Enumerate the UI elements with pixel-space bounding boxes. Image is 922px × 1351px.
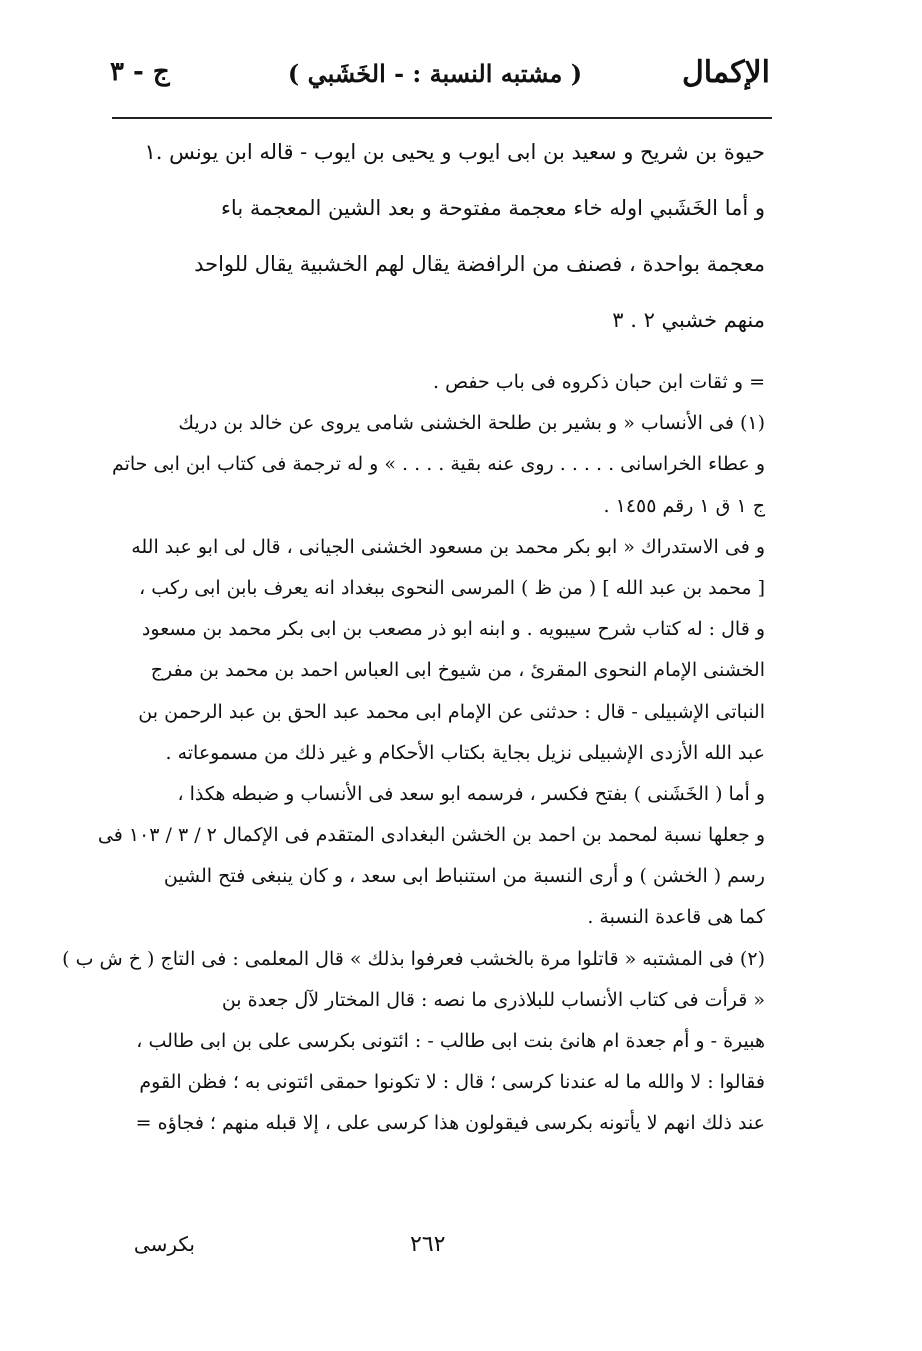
- header-rule: [112, 117, 772, 119]
- section-heading: ( مشتبه النسبة : - الخَشَبي ): [287, 59, 583, 88]
- footnote-line: فقالوا : لا والله ما له عندنا كرسى ؛ قال : لا تكونوا حمقى ائتونى به ؛ فظن القوم: [139, 1071, 765, 1094]
- book-title: الإكمال: [681, 55, 770, 90]
- footnote-line: كما هى قاعدة النسبة .: [587, 906, 765, 929]
- footnote-line: (٢) فى المشتبه « قاتلوا مرة بالخشب فعرفوا بذلك » قال المعلمى : فى التاج ( خ ش ب ): [62, 947, 765, 970]
- catchword: بكرسى: [133, 1232, 195, 1256]
- footnote-line: رسم ( الخشن ) و أرى النسبة من استنباط ابى سعد ، و كان ينبغى فتح الشين: [163, 865, 765, 888]
- running-header: [100, 55, 770, 105]
- footnote-line: ج ١ ق ١ رقم ١٤٥٥ .: [603, 494, 765, 517]
- footnote-line: و أما ( الخَشَنى ) بفتح فكسر ، فرسمه ابو سعد فى الأنساب و ضبطه هكذا ،: [177, 782, 765, 805]
- footnote-line: (١) فى الأنساب « و بشير بن طلحة الخشنى شامى يروى عن خالد بن دريك: [178, 412, 765, 435]
- footnote-line: الخشنى الإمام النحوى المقرئ ، من شيوخ ابى العباس احمد بن محمد بن مفرج: [150, 659, 765, 682]
- footnote-line: عبد الله الأزدى الإشبيلى نزيل بجاية بكتاب الأحكام و غير ذلك من مسموعاته .: [165, 741, 765, 764]
- footnote-line: = و ثقات ابن حبان ذكروه فى باب حفص .: [433, 371, 765, 393]
- main-line: حيوة بن شريح و سعيد بن ابى ايوب و يحيى بن ايوب - قاله ابن يونس .١: [144, 140, 765, 164]
- footnote-line: هبيرة - و أم جعدة ام هانئ بنت ابى طالب - : ائتونى بكرسى على بن ابى طالب ،: [136, 1030, 765, 1052]
- footnotes: [62, 362, 765, 1145]
- footnote-line: عند ذلك انهم لا يأتونه بكرسى فيقولون هذا كرسى على ، إلا قبله منهم ؛ فجاؤه =: [135, 1112, 765, 1135]
- footnote-line: و جعلها نسبة لمحمد بن احمد بن الخشن البغدادى المتقدم فى الإكمال ٢ / ٣ / ١٠٣ فى: [97, 824, 765, 847]
- footnote-line: [ محمد بن عبد الله ] ( من ظ ) المرسى النحوى ببغداد انه يعرف بابن ابى ركب ،: [139, 576, 765, 599]
- footnote-line: « قرأت فى كتاب الأنساب للبلاذرى ما نصه : قال المختار لآل جعدة بن: [221, 988, 765, 1011]
- page-footer: [110, 1232, 765, 1272]
- footnote-line: و فى الاستدراك « ابو بكر محمد بن مسعود الخشنى الجيانى ، قال لى ابو عبد الله: [131, 535, 765, 558]
- page-number: ٢٦٢: [410, 1232, 446, 1257]
- main-line: معجمة بواحدة ، فصنف من الرافضة يقال لهم الخشبية يقال للواحد: [194, 252, 765, 276]
- footnote-line: و قال : له كتاب شرح سيبويه . و ابنه ابو ذر مصعب بن ابى بكر محمد بن مسعود: [141, 618, 765, 641]
- main-line: و أما الخَشَبي اوله خاء معجمة مفتوحة و بعد الشين المعجمة باء: [221, 196, 765, 220]
- volume-label: ج - ٣: [110, 57, 170, 87]
- footnote-line: النباتى الإشبيلى - قال : حدثنى عن الإمام ابى محمد عبد الحق بن عبد الرحمن بن: [138, 700, 765, 723]
- footnote-line: و عطاء الخراسانى . . . . . روى عنه بقية . . . . » و له ترجمة فى كتاب ابن ابى حاتم: [111, 453, 765, 476]
- main-line: منهم خشبي ٢ . ٣: [612, 308, 765, 332]
- main-text: [110, 124, 765, 348]
